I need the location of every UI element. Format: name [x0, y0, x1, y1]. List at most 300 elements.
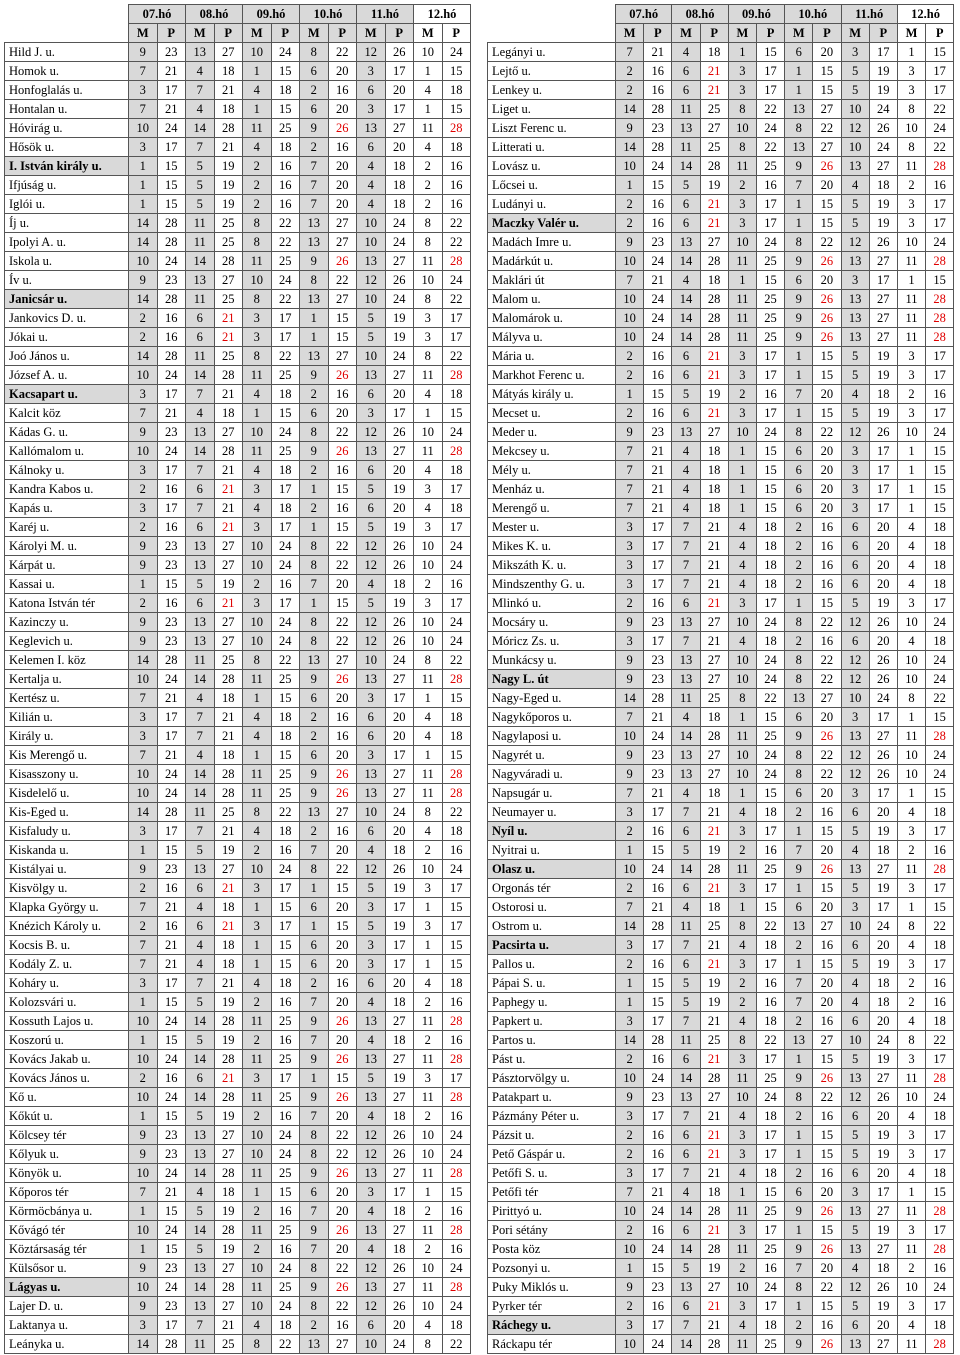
day-cell: 18 — [756, 803, 784, 822]
day-cell: 9 — [129, 1126, 158, 1145]
mp-header: P — [271, 24, 300, 43]
day-cell: 11 — [243, 1278, 272, 1297]
day-cell: 11 — [186, 347, 215, 366]
day-cell: 1 — [243, 689, 272, 708]
day-cell: 1 — [728, 442, 756, 461]
day-cell: 19 — [869, 404, 897, 423]
day-cell: 16 — [813, 575, 841, 594]
day-cell: 8 — [897, 138, 925, 157]
table-row — [5, 252, 471, 271]
day-cell: 1 — [785, 1050, 813, 1069]
day-cell: 18 — [926, 632, 954, 651]
day-cell: 11 — [243, 119, 272, 138]
day-cell: 17 — [756, 81, 784, 100]
day-cell: 13 — [672, 613, 700, 632]
day-cell: 28 — [926, 1335, 954, 1354]
street-name: Mályva u. — [488, 328, 616, 347]
day-cell: 24 — [442, 1297, 471, 1316]
day-cell: 1 — [414, 62, 443, 81]
day-cell: 15 — [756, 708, 784, 727]
day-cell: 19 — [869, 195, 897, 214]
day-cell: 22 — [271, 803, 300, 822]
day-cell: 25 — [271, 1164, 300, 1183]
table-row — [5, 1316, 471, 1335]
day-cell: 11 — [728, 157, 756, 176]
day-cell: 21 — [644, 442, 672, 461]
day-cell: 21 — [644, 43, 672, 62]
day-cell: 12 — [357, 271, 386, 290]
day-cell: 18 — [700, 499, 728, 518]
street-name: Kossuth Lajos u. — [5, 1012, 129, 1031]
day-cell: 18 — [756, 936, 784, 955]
day-cell: 1 — [414, 1183, 443, 1202]
day-cell: 13 — [841, 1335, 869, 1354]
day-cell: 2 — [300, 822, 329, 841]
day-cell: 17 — [157, 499, 186, 518]
table-row — [5, 100, 471, 119]
day-cell: 20 — [813, 974, 841, 993]
day-cell: 20 — [328, 841, 357, 860]
day-cell: 19 — [385, 594, 414, 613]
day-cell: 9 — [129, 613, 158, 632]
day-cell: 6 — [672, 1145, 700, 1164]
table-row — [5, 727, 471, 746]
day-cell: 1 — [300, 594, 329, 613]
day-cell: 11 — [897, 290, 925, 309]
day-cell: 8 — [243, 803, 272, 822]
street-name: Jókai u. — [5, 328, 129, 347]
day-cell: 3 — [728, 955, 756, 974]
day-cell: 1 — [785, 366, 813, 385]
day-cell: 18 — [214, 404, 243, 423]
street-name: Litterati u. — [488, 138, 616, 157]
day-cell: 22 — [328, 613, 357, 632]
day-cell: 10 — [728, 1088, 756, 1107]
table-row — [5, 841, 471, 860]
day-cell: 7 — [300, 993, 329, 1012]
day-cell: 27 — [385, 1050, 414, 1069]
day-cell: 13 — [672, 746, 700, 765]
day-cell: 17 — [756, 594, 784, 613]
day-cell: 21 — [700, 404, 728, 423]
day-cell: 13 — [186, 860, 215, 879]
table-row — [488, 1335, 954, 1354]
day-cell: 26 — [869, 1088, 897, 1107]
day-cell: 10 — [357, 803, 386, 822]
day-cell: 13 — [357, 1088, 386, 1107]
day-cell: 7 — [785, 993, 813, 1012]
day-cell: 2 — [616, 1297, 644, 1316]
day-cell: 8 — [300, 43, 329, 62]
day-cell: 22 — [442, 651, 471, 670]
month-header: 11.hó — [357, 5, 414, 24]
day-cell: 2 — [897, 974, 925, 993]
street-name: Kőlyuk u. — [5, 1145, 129, 1164]
day-cell: 10 — [243, 423, 272, 442]
day-cell: 23 — [157, 632, 186, 651]
table-row — [5, 1088, 471, 1107]
day-cell: 27 — [869, 252, 897, 271]
day-cell: 24 — [869, 1031, 897, 1050]
day-cell: 17 — [157, 385, 186, 404]
day-cell: 21 — [214, 309, 243, 328]
street-name: Kisdelelő u. — [5, 784, 129, 803]
day-cell: 25 — [756, 1240, 784, 1259]
day-cell: 1 — [785, 822, 813, 841]
day-cell: 15 — [271, 404, 300, 423]
day-cell: 7 — [616, 43, 644, 62]
day-cell: 1 — [785, 594, 813, 613]
street-name: Kelemen I. köz — [5, 651, 129, 670]
day-cell: 6 — [841, 518, 869, 537]
day-cell: 17 — [869, 898, 897, 917]
table-row — [5, 290, 471, 309]
day-cell: 13 — [357, 784, 386, 803]
mp-header: P — [644, 24, 672, 43]
day-cell: 21 — [214, 594, 243, 613]
day-cell: 23 — [644, 1278, 672, 1297]
day-cell: 19 — [700, 385, 728, 404]
day-cell: 12 — [841, 423, 869, 442]
day-cell: 24 — [442, 271, 471, 290]
day-cell: 15 — [756, 461, 784, 480]
day-cell: 19 — [385, 917, 414, 936]
street-name: Pozsonyi u. — [488, 1259, 616, 1278]
day-cell: 6 — [357, 461, 386, 480]
day-cell: 1 — [897, 43, 925, 62]
day-cell: 24 — [271, 1126, 300, 1145]
day-cell: 16 — [271, 1202, 300, 1221]
day-cell: 15 — [328, 594, 357, 613]
day-cell: 7 — [616, 1183, 644, 1202]
day-cell: 14 — [672, 1069, 700, 1088]
day-cell: 17 — [271, 480, 300, 499]
day-cell: 14 — [186, 1050, 215, 1069]
day-cell: 1 — [897, 499, 925, 518]
day-cell: 20 — [385, 822, 414, 841]
day-cell: 25 — [756, 727, 784, 746]
day-cell: 16 — [644, 955, 672, 974]
day-cell: 20 — [328, 746, 357, 765]
day-cell: 28 — [442, 442, 471, 461]
day-cell: 26 — [385, 1126, 414, 1145]
day-cell: 11 — [414, 442, 443, 461]
day-cell: 28 — [926, 860, 954, 879]
day-cell: 10 — [243, 271, 272, 290]
day-cell: 1 — [414, 936, 443, 955]
day-cell: 11 — [728, 727, 756, 746]
day-cell: 28 — [926, 290, 954, 309]
day-cell: 18 — [756, 1316, 784, 1335]
day-cell: 20 — [869, 936, 897, 955]
day-cell: 7 — [616, 499, 644, 518]
day-cell: 15 — [926, 708, 954, 727]
day-cell: 12 — [841, 1088, 869, 1107]
street-name: Kőkút u. — [5, 1107, 129, 1126]
day-cell: 15 — [328, 480, 357, 499]
day-cell: 25 — [214, 233, 243, 252]
day-cell: 5 — [672, 176, 700, 195]
day-cell: 3 — [728, 81, 756, 100]
day-cell: 26 — [385, 423, 414, 442]
day-cell: 18 — [869, 385, 897, 404]
day-cell: 13 — [186, 537, 215, 556]
day-cell: 18 — [442, 708, 471, 727]
day-cell: 27 — [328, 651, 357, 670]
day-cell: 24 — [756, 233, 784, 252]
day-cell: 2 — [414, 841, 443, 860]
day-cell: 24 — [644, 1069, 672, 1088]
day-cell: 21 — [700, 936, 728, 955]
day-cell: 10 — [357, 290, 386, 309]
day-cell: 22 — [271, 651, 300, 670]
table-row — [488, 442, 954, 461]
day-cell: 15 — [157, 575, 186, 594]
day-cell: 16 — [644, 1221, 672, 1240]
day-cell: 6 — [841, 1107, 869, 1126]
day-cell: 10 — [129, 765, 158, 784]
day-cell: 21 — [700, 1012, 728, 1031]
day-cell: 1 — [129, 993, 158, 1012]
day-cell: 17 — [644, 1012, 672, 1031]
day-cell: 10 — [728, 423, 756, 442]
day-cell: 10 — [616, 328, 644, 347]
day-cell: 16 — [271, 1107, 300, 1126]
day-cell: 16 — [756, 176, 784, 195]
table-row — [488, 1069, 954, 1088]
day-cell: 21 — [700, 195, 728, 214]
table-row — [5, 670, 471, 689]
table-row — [488, 157, 954, 176]
month-header: 12.hó — [897, 5, 953, 24]
day-cell: 23 — [644, 746, 672, 765]
day-cell: 2 — [616, 955, 644, 974]
day-cell: 3 — [243, 917, 272, 936]
day-cell: 5 — [841, 1221, 869, 1240]
day-cell: 9 — [616, 1088, 644, 1107]
day-cell: 21 — [700, 955, 728, 974]
day-cell: 7 — [186, 385, 215, 404]
table-row — [5, 271, 471, 290]
street-name: Joó János u. — [5, 347, 129, 366]
day-cell: 18 — [442, 974, 471, 993]
day-cell: 26 — [385, 613, 414, 632]
day-cell: 1 — [300, 480, 329, 499]
day-cell: 9 — [129, 632, 158, 651]
day-cell: 3 — [243, 518, 272, 537]
table-row — [488, 81, 954, 100]
day-cell: 28 — [926, 727, 954, 746]
day-cell: 28 — [700, 860, 728, 879]
schedule-table-right — [487, 4, 954, 1354]
day-cell: 21 — [700, 1164, 728, 1183]
day-cell: 28 — [700, 1335, 728, 1354]
day-cell: 8 — [785, 423, 813, 442]
day-cell: 8 — [785, 233, 813, 252]
street-name: Lőcsei u. — [488, 176, 616, 195]
day-cell: 24 — [926, 233, 954, 252]
day-cell: 8 — [300, 1126, 329, 1145]
day-cell: 10 — [616, 157, 644, 176]
day-cell: 18 — [926, 803, 954, 822]
day-cell: 5 — [841, 62, 869, 81]
day-cell: 3 — [897, 62, 925, 81]
street-name: Ifjúság u. — [5, 176, 129, 195]
street-name: Pásztorvölgy u. — [488, 1069, 616, 1088]
day-cell: 16 — [328, 499, 357, 518]
day-cell: 1 — [300, 309, 329, 328]
day-cell: 1 — [300, 328, 329, 347]
day-cell: 26 — [328, 366, 357, 385]
day-cell: 4 — [897, 1316, 925, 1335]
day-cell: 4 — [728, 632, 756, 651]
day-cell: 28 — [926, 309, 954, 328]
day-cell: 1 — [897, 898, 925, 917]
table-row — [488, 1221, 954, 1240]
day-cell: 26 — [813, 1240, 841, 1259]
day-cell: 15 — [926, 898, 954, 917]
day-cell: 13 — [672, 651, 700, 670]
day-cell: 18 — [756, 575, 784, 594]
day-cell: 4 — [357, 841, 386, 860]
day-cell: 18 — [442, 81, 471, 100]
street-name: Kisfaludy u. — [5, 822, 129, 841]
day-cell: 17 — [385, 404, 414, 423]
day-cell: 3 — [414, 328, 443, 347]
day-cell: 27 — [214, 860, 243, 879]
day-cell: 5 — [841, 1050, 869, 1069]
day-cell: 20 — [813, 708, 841, 727]
day-cell: 11 — [243, 765, 272, 784]
day-cell: 6 — [357, 708, 386, 727]
day-cell: 11 — [672, 917, 700, 936]
street-name: Klapka György u. — [5, 898, 129, 917]
day-cell: 22 — [756, 138, 784, 157]
day-cell: 27 — [869, 1202, 897, 1221]
day-cell: 17 — [756, 879, 784, 898]
day-cell: 13 — [672, 1278, 700, 1297]
day-cell: 20 — [813, 841, 841, 860]
day-cell: 14 — [186, 252, 215, 271]
day-cell: 19 — [214, 1202, 243, 1221]
day-cell: 24 — [442, 43, 471, 62]
day-cell: 11 — [414, 1050, 443, 1069]
street-name: Pori sétány — [488, 1221, 616, 1240]
street-name: Jankovics D. u. — [5, 309, 129, 328]
table-row — [5, 898, 471, 917]
day-cell: 10 — [129, 442, 158, 461]
day-cell: 8 — [897, 1031, 925, 1050]
day-cell: 7 — [616, 442, 644, 461]
day-cell: 4 — [186, 100, 215, 119]
day-cell: 9 — [300, 119, 329, 138]
day-cell: 1 — [897, 1183, 925, 1202]
day-cell: 15 — [157, 176, 186, 195]
table-row — [488, 613, 954, 632]
mp-header: M — [243, 24, 272, 43]
day-cell: 3 — [841, 461, 869, 480]
day-cell: 19 — [385, 480, 414, 499]
day-cell: 28 — [214, 1050, 243, 1069]
day-cell: 18 — [385, 841, 414, 860]
day-cell: 18 — [214, 1183, 243, 1202]
day-cell: 3 — [616, 936, 644, 955]
day-cell: 24 — [926, 423, 954, 442]
street-name: Lajer D. u. — [5, 1297, 129, 1316]
day-cell: 18 — [700, 708, 728, 727]
table-row — [5, 879, 471, 898]
day-cell: 25 — [700, 138, 728, 157]
day-cell: 21 — [214, 518, 243, 537]
day-cell: 5 — [672, 385, 700, 404]
day-cell: 27 — [869, 727, 897, 746]
table-row — [488, 803, 954, 822]
day-cell: 3 — [414, 1069, 443, 1088]
day-cell: 2 — [414, 157, 443, 176]
street-name: Lejtő u. — [488, 62, 616, 81]
day-cell: 2 — [785, 936, 813, 955]
day-cell: 23 — [644, 1088, 672, 1107]
day-cell: 18 — [385, 1202, 414, 1221]
day-cell: 3 — [357, 1183, 386, 1202]
day-cell: 10 — [841, 917, 869, 936]
street-name: Knézich Károly u. — [5, 917, 129, 936]
table-row — [5, 803, 471, 822]
day-cell: 8 — [728, 917, 756, 936]
day-cell: 7 — [672, 575, 700, 594]
day-cell: 1 — [728, 898, 756, 917]
day-cell: 15 — [328, 917, 357, 936]
day-cell: 6 — [841, 1164, 869, 1183]
day-cell: 4 — [243, 499, 272, 518]
day-cell: 16 — [926, 993, 954, 1012]
day-cell: 20 — [813, 898, 841, 917]
day-cell: 15 — [813, 1050, 841, 1069]
street-name: Kertész u. — [5, 689, 129, 708]
day-cell: 2 — [616, 822, 644, 841]
day-cell: 1 — [243, 404, 272, 423]
day-cell: 19 — [869, 366, 897, 385]
day-cell: 11 — [243, 252, 272, 271]
day-cell: 1 — [129, 195, 158, 214]
month-header: 11.hó — [841, 5, 897, 24]
day-cell: 16 — [442, 157, 471, 176]
day-cell: 4 — [728, 575, 756, 594]
day-cell: 21 — [157, 746, 186, 765]
day-cell: 14 — [672, 1202, 700, 1221]
day-cell: 2 — [616, 404, 644, 423]
day-cell: 20 — [328, 689, 357, 708]
day-cell: 15 — [157, 157, 186, 176]
day-cell: 20 — [813, 480, 841, 499]
table-row — [488, 537, 954, 556]
day-cell: 2 — [129, 1069, 158, 1088]
day-cell: 9 — [785, 727, 813, 746]
day-cell: 5 — [186, 575, 215, 594]
day-cell: 26 — [869, 1278, 897, 1297]
day-cell: 9 — [300, 252, 329, 271]
day-cell: 4 — [897, 936, 925, 955]
day-cell: 16 — [644, 81, 672, 100]
day-cell: 24 — [385, 233, 414, 252]
table-row — [5, 1126, 471, 1145]
day-cell: 5 — [357, 328, 386, 347]
day-cell: 28 — [700, 290, 728, 309]
day-cell: 21 — [700, 1145, 728, 1164]
day-cell: 10 — [414, 860, 443, 879]
street-name: Lágyas u. — [5, 1278, 129, 1297]
day-cell: 25 — [214, 651, 243, 670]
